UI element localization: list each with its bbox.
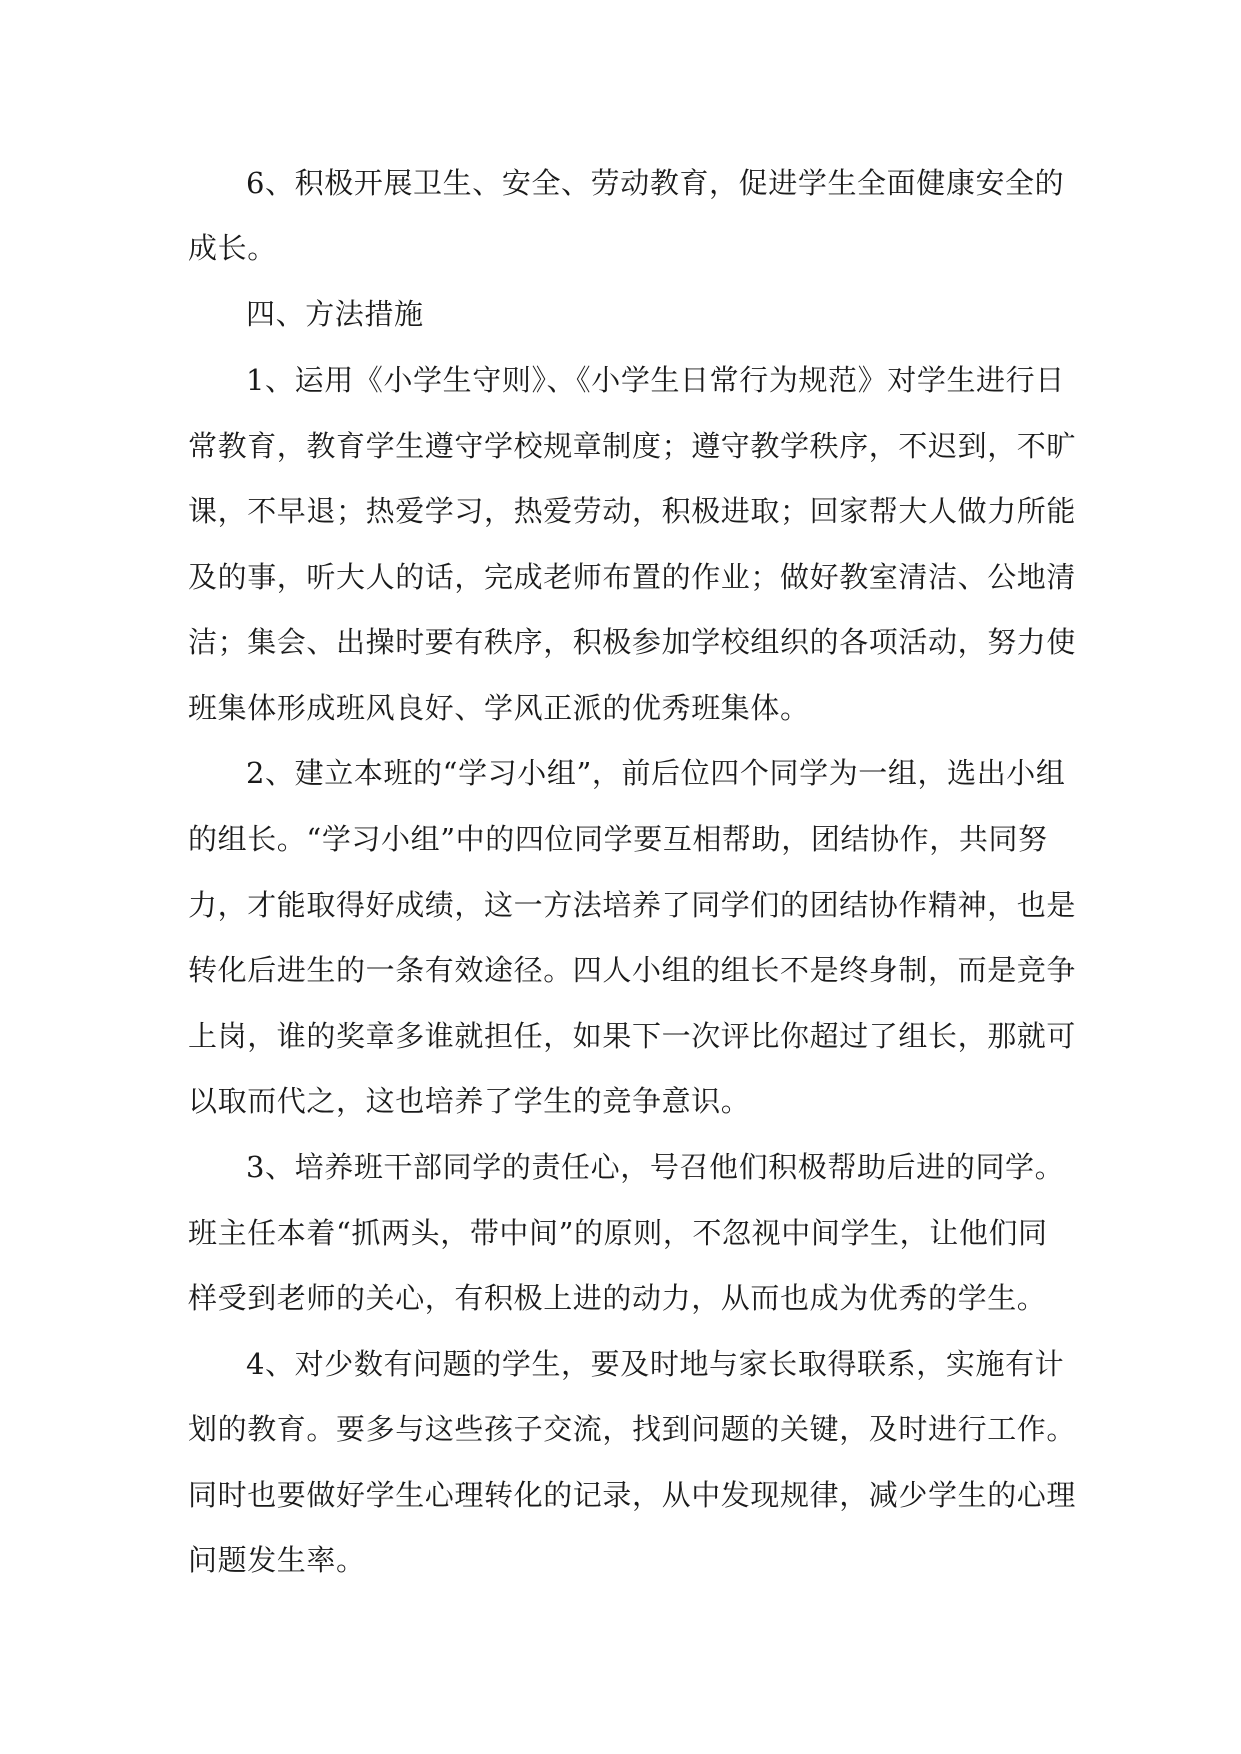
method-4-line-4: 问题发生率。: [188, 1543, 366, 1577]
method-2-line-2: 的组长。“学习小组”中的四位同学要互相帮助，团结协作，共同努: [188, 822, 1048, 856]
method-4-line-3: 同时也要做好学生心理转化的记录，从中发现规律，减少学生的心理: [188, 1478, 1077, 1512]
method-2-line-4: 转化后进生的一条有效途径。四人小组的组长不是终身制，而是竞争: [188, 953, 1077, 987]
method-1-line-3: 课，不早退；热爱学习，热爱劳动，积极进取；回家帮大人做力所能: [188, 494, 1077, 528]
method-2-line-1: 2、建立本班的“学习小组”，前后位四个同学为一组，选出小组: [246, 756, 1066, 790]
section-heading-methods: 四、方法措施: [246, 297, 424, 331]
method-1-line-6: 班集体形成班风良好、学风正派的优秀班集体。: [188, 691, 810, 725]
method-4-line-2: 划的教育。要多与这些孩子交流，找到问题的关键，及时进行工作。: [188, 1412, 1077, 1446]
method-4-line-1: 4、对少数有问题的学生，要及时地与家长取得联系，实施有计: [246, 1347, 1065, 1381]
method-1-line-5: 洁；集会、出操时要有秩序，积极参加学校组织的各项活动，努力使: [188, 625, 1077, 659]
method-3-line-1: 3、培养班干部同学的责任心，号召他们积极帮助后进的同学。: [246, 1150, 1065, 1184]
method-3-line-3: 样受到老师的关心，有积极上进的动力，从而也成为优秀的学生。: [188, 1281, 1047, 1315]
method-2-line-5: 上岗，谁的奖章多谁就担任，如果下一次评比你超过了组长，那就可: [188, 1019, 1077, 1053]
paragraph-6-line-2: 成长。: [188, 231, 277, 265]
paragraph-6-line-1: 6、积极开展卫生、安全、劳动教育，促进学生全面健康安全的: [246, 166, 1065, 200]
method-1-line-2: 常教育，教育学生遵守学校规章制度；遵守教学秩序，不迟到，不旷: [188, 429, 1077, 463]
method-3-line-2: 班主任本着“抓两头，带中间”的原则，不忽视中间学生，让他们同: [188, 1216, 1048, 1250]
method-2-line-6: 以取而代之，这也培养了学生的竞争意识。: [188, 1084, 751, 1118]
method-1-line-1: 1、运用《小学生守则》、《小学生日常行为规范》对学生进行日: [246, 363, 1065, 397]
method-2-line-3: 力，才能取得好成绩，这一方法培养了同学们的团结协作精神，也是: [188, 888, 1077, 922]
method-1-line-4: 及的事，听大人的话，完成老师布置的作业；做好教室清洁、公地清: [188, 560, 1077, 594]
